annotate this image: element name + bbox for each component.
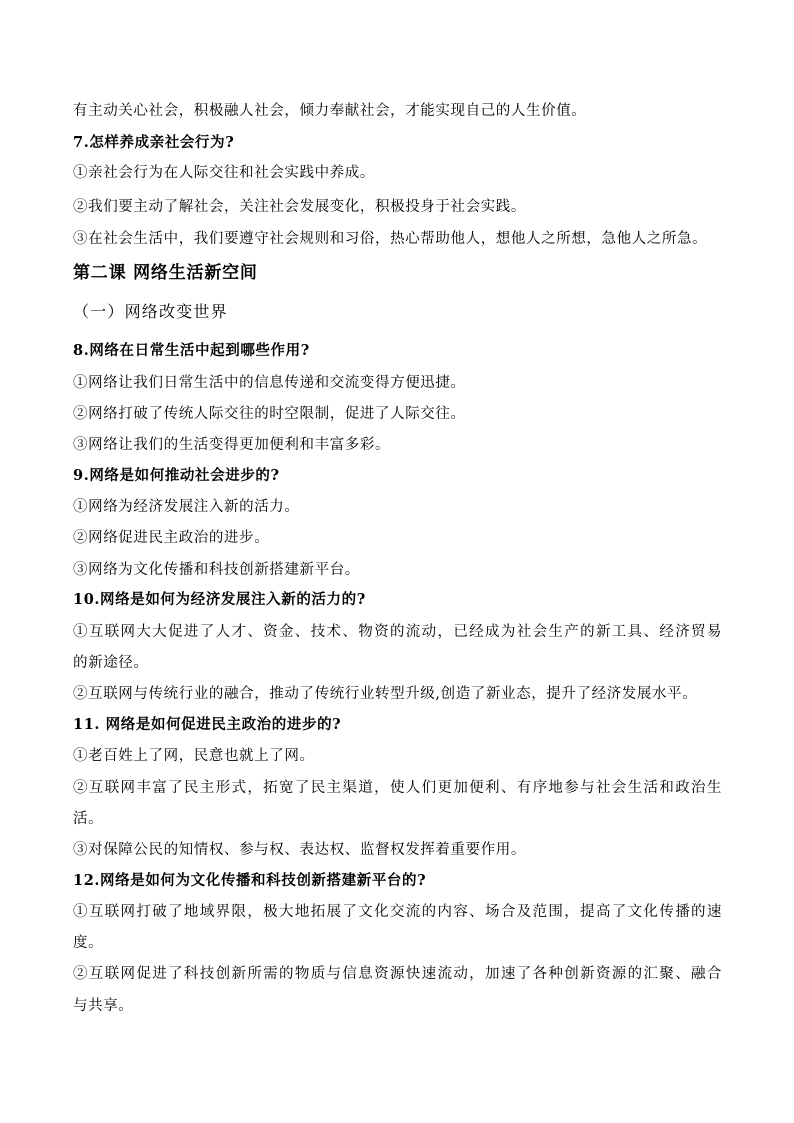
answer-line: ③网络让我们的生活变得更加便利和丰富多彩。 <box>73 437 391 453</box>
question-heading: 9.网络是如何推动社会进步的? <box>73 467 280 484</box>
question-heading: 11. 网络是如何促进民主政治的进步的? <box>73 716 342 733</box>
answer-line: ③网络为文化传播和科技创新搭建新平台。 <box>73 562 360 578</box>
question-heading: 12.网络是如何为文化传播和科技创新搭建新平台的? <box>73 872 427 889</box>
answer-line-continued: 度。 <box>73 935 104 951</box>
section-title: （一）网络改变世界 <box>73 302 228 321</box>
answer-line-continued: 活。 <box>73 811 104 827</box>
question-heading: 7.怎样养成亲社会行为? <box>73 134 235 151</box>
answer-line: ③对保障公民的知情权、参与权、表达权、监督权发挥着重要作用。 <box>73 842 526 858</box>
answer-line: ①互联网打破了地域界限，极大地拓展了文化交流的内容、场合及范围，提高了文化传播的速 <box>73 904 722 920</box>
answer-line: ①互联网大大促进了人才、资金、技术、物资的流动，已经成为社会生产的新工具、经济贸易 <box>73 624 722 640</box>
answer-line: ①网络让我们日常生活中的信息传递和交流变得方便迅捷。 <box>73 375 466 391</box>
answer-line: ②互联网促进了科技创新所需的物质与信息资源快速流动，加速了各种创新资源的汇聚、融合 <box>73 966 722 982</box>
answer-line: ②网络打破了传统人际交往的时空限制，促进了人际交往。 <box>73 406 466 422</box>
answer-line: ②我们要主动了解社会，关注社会发展变化，积极投身于社会实践。 <box>73 199 526 215</box>
answer-line-continued: 与共享。 <box>73 998 134 1014</box>
question-heading: 8.网络在日常生活中起到哪些作用? <box>73 342 310 359</box>
paragraph-line: 有主动关心社会，积极融人社会，倾力奉献社会，才能实现自己的人生价值。 <box>73 103 587 119</box>
question-heading: 10.网络是如何为经济发展注入新的活力的? <box>73 591 366 608</box>
answer-line-continued: 的新途径。 <box>73 655 149 671</box>
lesson-title: 第二课 网络生活新空间 <box>73 263 258 283</box>
answer-line: ①网络为经济发展注入新的活力。 <box>73 499 300 515</box>
answer-line: ①老百姓上了网，民意也就上了网。 <box>73 748 315 764</box>
answer-line: ②互联网丰富了民主形式，拓宽了民主渠道，使人们更加便利、有序地参与社会生活和政治生 <box>73 780 722 796</box>
answer-line: ①亲社会行为在人际交往和社会实践中养成。 <box>73 165 375 181</box>
answer-line: ②互联网与传统行业的融合，推动了传统行业转型升级,创造了新业态，提升了经济发展水平。 <box>73 686 698 702</box>
answer-line: ②网络促进民主政治的进步。 <box>73 530 270 546</box>
answer-line: ③在社会生活中，我们要遵守社会规则和习俗，热心帮助他人，想他人之所想，急他人之所急。 <box>73 231 708 247</box>
